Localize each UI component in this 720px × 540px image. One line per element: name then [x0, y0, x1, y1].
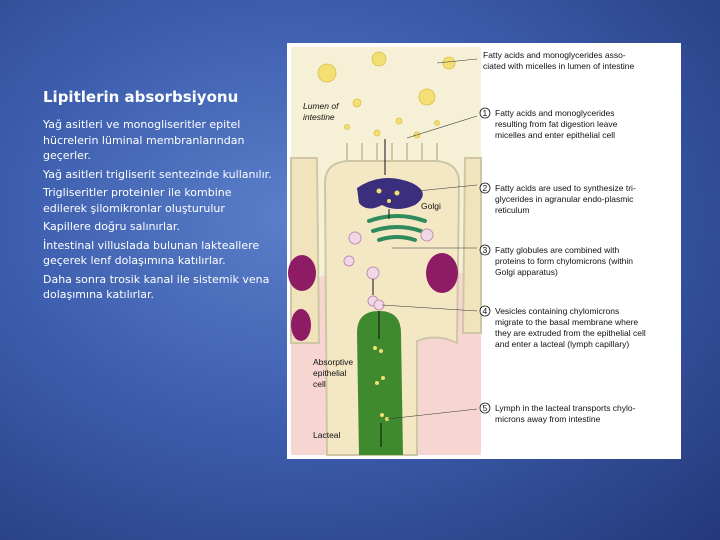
step-text-line: Fatty globules are combined with	[495, 245, 620, 255]
bullet-item: Daha sonra trosik kanal ile sistemik vena dolaşımına katılırlar.	[43, 272, 270, 301]
step-text-line: migrate to the basal membrane where	[495, 317, 639, 327]
step-2	[480, 183, 636, 215]
bullet-item: İntestinal villuslada bulunan lakteallere geçerek lenf dolaşımına katılırlar.	[43, 238, 260, 267]
label-lumen-line1: Lumen of	[303, 101, 339, 111]
label-golgi: Golgi	[421, 201, 441, 211]
step-3	[480, 245, 633, 277]
bullet-item: Trigliseritler proteinler ile kombine edilerek şilomikronlar oluşturulur	[43, 186, 232, 215]
step-text-line: resulting from fat digestion leave	[495, 119, 618, 129]
step-number: 4	[482, 306, 488, 316]
step-text-line: Fatty acids are used to synthesize tri-	[495, 183, 636, 193]
step-1	[480, 108, 618, 140]
figure-svg	[287, 43, 681, 459]
bullet-item: Kapillere doğru salınırlar.	[43, 220, 180, 233]
label-cell-line1: Absorptive	[313, 357, 354, 367]
step-number: 1	[482, 108, 488, 118]
step-text-line: glycerides in agranular endo-plasmic	[495, 194, 634, 204]
bullet-item: Yağ asitleri trigliserit sentezinde kullanılır.	[43, 167, 272, 181]
lacteal-vessel	[357, 311, 403, 455]
nucleus-left	[288, 255, 316, 291]
step-text-line: Golgi apparatus)	[495, 267, 558, 277]
step-text-line: proteins to form chylomicrons (within	[495, 256, 633, 266]
nucleus	[426, 253, 458, 293]
step-number: 2	[482, 183, 488, 193]
step-text-line: reticulum	[495, 205, 530, 215]
slide-title: Lipitlerin absorbsiyonu	[43, 88, 239, 106]
step-text-line: Fatty acids and monoglycerides	[495, 108, 615, 118]
label-cell-line3: cell	[313, 379, 326, 389]
step-text-line: microns away from intestine	[495, 414, 601, 424]
step-4	[480, 306, 646, 349]
step-5	[480, 403, 636, 424]
lipid-absorption-figure	[287, 43, 681, 459]
top-note-line1: Fatty acids and monoglycerides asso-	[483, 50, 626, 60]
bullet-item: Yağ asitleri ve monogliseritler epitel hücrelerin lüminal membranlarından geçerler.	[43, 118, 245, 162]
step-text-line: and enter a lacteal (lymph capillary)	[495, 339, 630, 349]
label-lacteal: Lacteal	[313, 430, 341, 440]
step-text-line: Lymph in the lacteal transports chylo-	[495, 403, 636, 413]
step-text-line: they are extruded from the epithelial cell	[495, 328, 646, 338]
nucleus-left-lower	[291, 309, 311, 341]
bullet-list	[43, 117, 275, 306]
step-text-line: Vesicles containing chylomicrons	[495, 306, 620, 316]
step-number: 3	[482, 245, 488, 255]
label-cell-line2: epithelial	[313, 368, 347, 378]
step-text-line: micelles and enter epithelial cell	[495, 130, 616, 140]
neighbor-cell-right	[463, 158, 481, 333]
step-number: 5	[482, 403, 488, 413]
label-lumen-line2: intestine	[303, 112, 335, 122]
top-note-line2: ciated with micelles in lumen of intestine	[483, 61, 635, 71]
